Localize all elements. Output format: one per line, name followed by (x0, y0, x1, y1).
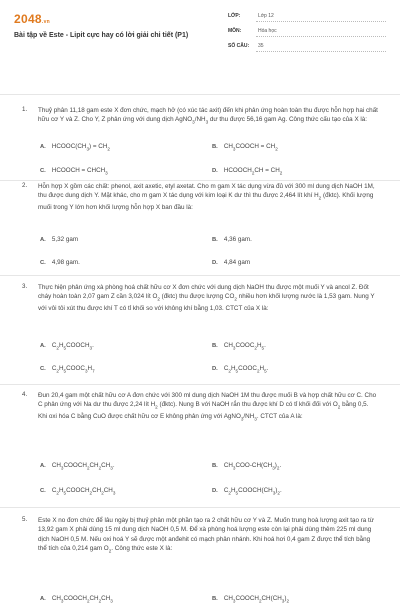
option-a[interactable] (40, 143, 110, 151)
option-text: $C_2H_5COOCH_2CH_2CH_3$ (51, 487, 116, 496)
page-header (0, 0, 400, 64)
option-text: $CH_3COOCH_2CH_2CH_3$. (51, 462, 115, 471)
option-a[interactable] (40, 342, 94, 350)
option-text: 4,36 gam. (223, 236, 252, 243)
option-a[interactable] (40, 236, 78, 243)
option-letter: A. (40, 237, 46, 243)
option-b[interactable] (212, 462, 281, 470)
option-text: $C_2H_5COOCH(CH_3)_2$. (223, 487, 282, 496)
option-text: 4,84 gam (223, 259, 251, 266)
option-c[interactable] (40, 259, 80, 266)
question-number: 3. (22, 283, 28, 290)
option-letter: B. (212, 343, 218, 349)
option-letter: A. (40, 463, 46, 469)
section-divider (0, 180, 400, 181)
option-text: $CH_3COOC_2H_5$. (223, 342, 266, 351)
option-text: $HCOOCH_2CH = CH_2$ (223, 167, 283, 176)
question-number: 5. (22, 516, 28, 523)
option-text: $HCOOC(CH_3) = CH_2$ (51, 143, 110, 152)
option-letter: B. (212, 463, 218, 469)
site-logo[interactable] (14, 12, 50, 26)
option-b[interactable] (212, 143, 278, 151)
meta-divider (256, 21, 386, 22)
option-text: $C_2H_5COOC_3H_7$ (51, 365, 95, 374)
meta-lop-label: LỚP: (228, 13, 241, 19)
option-letter: C. (40, 366, 46, 372)
option-text: $C_2H_5COOCH_3$. (51, 342, 94, 351)
option-letter: B. (212, 596, 218, 602)
section-divider (0, 94, 400, 95)
option-d[interactable] (212, 365, 268, 373)
option-d[interactable] (212, 167, 282, 175)
meta-divider (256, 36, 386, 37)
question-stem: Thuỷ phân 11,18 gam este X đơn chức, mạch hở (có xúc tác axit) đến khi phản ứng hoàn toàn thu được hỗn hợp hai chất hữu cơ Y và Z. Cho Y, Z phản ứng với dung dịch $AgNO_3/NH_3$ dư thu được 56,16 gam Ag. Công thức cấu tạo của X là: (38, 107, 378, 125)
meta-socau-label: SỐ CÂU: (228, 43, 250, 49)
option-b[interactable] (212, 595, 289, 603)
option-c[interactable] (40, 365, 95, 373)
option-b[interactable] (212, 342, 266, 350)
meta-lop-value: Lớp 12 (258, 13, 274, 19)
option-letter: A. (40, 144, 46, 150)
question-stem: Hỗn hợp X gồm các chất: phenol, axit axetic, etyl axetat. Cho m gam X tác dụng vừa đủ với 300 ml dung dịch NaOH 1M, thu được dung dịch Y. Mặt khác, cho m gam X tác dụng với kim loại K dư thì thu được 2,464 lít khí $H_2$ (đktc). Khối lượng muối trong Y lớn hơn khối lượng hỗn hợp X ban đầu là: (38, 183, 375, 212)
option-letter: A. (40, 596, 46, 602)
option-letter: B. (212, 144, 218, 150)
option-d[interactable] (212, 487, 282, 495)
question-number: 1. (22, 106, 28, 113)
option-text: $CH_3COOCH = CH_2$ (223, 143, 278, 152)
option-letter: C. (40, 168, 46, 174)
question-number: 2. (22, 182, 28, 189)
section-divider (0, 507, 400, 508)
question-stem: Este X no đơn chức để lâu ngày bị thuỷ phân một phần tạo ra 2 chất hữu cơ Y và Z. Muốn trung hoà lượng axit tạo ra từ 13,92 gam X phải dùng 15 ml dung dịch NaOH 0,5 M. Để xà phòng hoá lượng este còn lại phải dùng thêm 225 ml dung dịch NaOH 0,5 M. Nếu oxi hoá Y sẽ được một anđehit có mạch phân nhánh. Khi hoá hơi 0,4 gam Z được thể tích bằng thể tích của 0,214 gam $O_2$. Công thức este X là: (38, 517, 375, 554)
option-letter: C. (40, 488, 46, 494)
question-number: 4. (22, 391, 28, 398)
question-stem: Đun 20,4 gam một chất hữu cơ A đơn chức với 300 ml dung dịch NaOH 1M thu được muối B và hợp chất hữu cơ C. Cho C phản ứng với Na dư thu được 2,24 lít $H_2$ (đktc). Nung B với NaOH rắn thu được khí D có tỉ khối đối với $O_2$ bằng 0,5. Khi oxi hóa C bằng CuO được chất hữu cơ E không phản ứng với $AgNO_3/NH_3$. CTCT của A là: (38, 392, 377, 422)
brand-text: 2048 (14, 12, 42, 26)
option-letter: D. (212, 366, 218, 372)
option-letter: A. (40, 343, 46, 349)
option-letter: C. (40, 260, 46, 266)
option-text: 5,32 gam (51, 236, 79, 243)
option-a[interactable] (40, 462, 115, 470)
option-c[interactable] (40, 167, 108, 175)
option-text: $CH_3COOCH_2CH_2CH_3$ (51, 595, 113, 603)
option-letter: D. (212, 488, 218, 494)
option-c[interactable] (40, 487, 115, 495)
section-divider (0, 384, 400, 385)
option-letter: B. (212, 237, 218, 243)
option-text: $CH_3COO-CH(CH_3)_2$. (223, 462, 282, 471)
meta-socau-value: 35 (258, 43, 264, 49)
option-text: 4,98 gam. (51, 259, 80, 266)
brand-suffix: .vn (41, 19, 51, 25)
option-a[interactable] (40, 595, 113, 603)
option-text: $C_2H_5COOC_2H_5$. (223, 365, 269, 374)
option-text: $CH_3COOCH_2CH(CH_3)_2$ (223, 595, 290, 603)
meta-mon-value: Hóa học (258, 28, 277, 34)
option-text: HCOOCH = $CHCH_3$ (51, 167, 108, 176)
document-title: Bài tập về Este - Lipit cực hay có lời giải chi tiết (P1) (14, 32, 189, 39)
question-stem: Thực hiện phản ứng xà phòng hoá chất hữu cơ X đơn chức với dung dịch NaOH thu được một muối Y và ancol Z. Đốt cháy hoàn toàn 2,07 gam Z cần 3,024 lít $O_2$ (đktc) thu được lượng $CO_2$ nhiều hơn khối lượng nước là 1,53 gam. Nung Y với vôi tôi xút thu được khí T có tỉ khối so với không khí bằng 1,03. CTCT của X là: (38, 284, 375, 313)
option-b[interactable] (212, 236, 252, 243)
option-letter: D. (212, 260, 218, 266)
meta-mon-label: MÔN: (228, 28, 242, 34)
option-d[interactable] (212, 259, 250, 266)
meta-divider (256, 51, 386, 52)
section-divider (0, 275, 400, 276)
option-letter: D. (212, 168, 218, 174)
